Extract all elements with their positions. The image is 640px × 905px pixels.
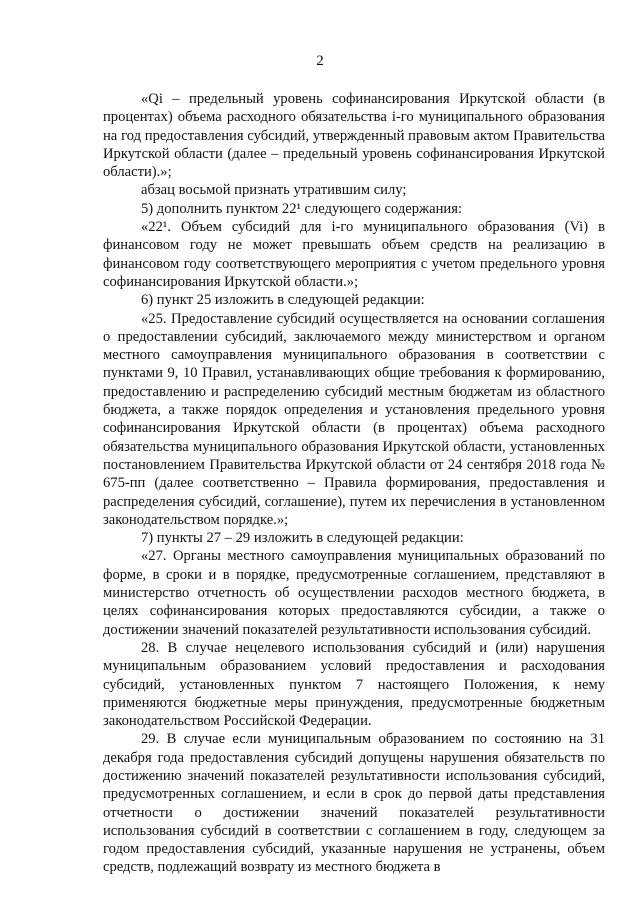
paragraph-point-25: «25. Предоставление субсидий осуществляется на основании соглашения о предоставлении субсидий, заключаемого между министерством и органом местного самоуправления муниципального образования в соответствии с пунктами 9, 10 Правил, устанавливающих общие требования к формированию, предоставлению и распределению субсидий местным бюджетам из областного бюджета, а также порядок определения и установления предельного уровня софинансирования Иркутской области (в процентах) объема расходного обязательства муниципального образования Иркутской области, установленных постановлением Правительства Иркутской области от 24 сентября 2018 года № 675-пп (далее соответственно – Правила формирования, предоставления и распределения субсидий, соглашение), путем их перечисления в установленном законодательством порядке.»;: [103, 310, 605, 528]
paragraph-point-27: «27. Органы местного самоуправления муниципальных образований по форме, в сроки и в порядке, предусмотренные соглашением, представляют в министерство отчетность об осуществлении расходов местного бюджета, в целях софинансирования которых предоставляются субсидии, а также о достижении значений показателей результативности использования субсидий.: [103, 548, 605, 638]
page-number: 2: [316, 53, 324, 69]
paragraph-qi-definition: «Qi – предельный уровень софинансирования Иркутской области (в процентах) объема расходного обязательства i-го муниципального образования на год предоставления субсидий, утвержденный правовым актом Правительства Иркутской области (далее – предельный уровень софинансирования Иркутской области).»;: [103, 91, 605, 181]
paragraph-point-29: 29. В случае если муниципальным образованием по состоянию на 31 декабря года предоставления субсидий допущены нарушения обязательств по достижению значений показателей результативности использования субсидий, предусмотренных соглашением, и если в срок до первой даты представления отчетности о достижении значений показателей результативности использования субсидий в соответствии с соглашением в году, следующем за годом предоставления субсидий, указанные нарушения не устранены, объем средств, подлежащий возврату из местного бюджета в: [103, 731, 605, 876]
document-body: [103, 90, 605, 877]
paragraph-item-5: 5) дополнить пунктом 22¹ следующего содержания:: [141, 200, 462, 217]
paragraph-abzac-8: абзац восьмой признать утратившим силу;: [141, 182, 407, 199]
paragraph-item-6: 6) пункт 25 изложить в следующей редакции:: [141, 292, 425, 309]
paragraph-item-7: 7) пункты 27 – 29 изложить в следующей редакции:: [141, 530, 464, 547]
paragraph-point-22-1: «22¹. Объем субсидий для i-го муниципального образования (Vi) в финансовом году не может превышать объем средств на реализацию в финансовом году соответствующего мероприятия с учетом предельного уровня софинансирования Иркутской области.»;: [103, 219, 605, 290]
paragraph-point-28: 28. В случае нецелевого использования субсидий и (или) нарушения муниципальным образованием условий предоставления и расходования субсидий, установленных пунктом 7 настоящего Положения, к нему применяются бюджетные меры принуждения, предусмотренные бюджетным законодательством Российской Федерации.: [103, 639, 605, 730]
